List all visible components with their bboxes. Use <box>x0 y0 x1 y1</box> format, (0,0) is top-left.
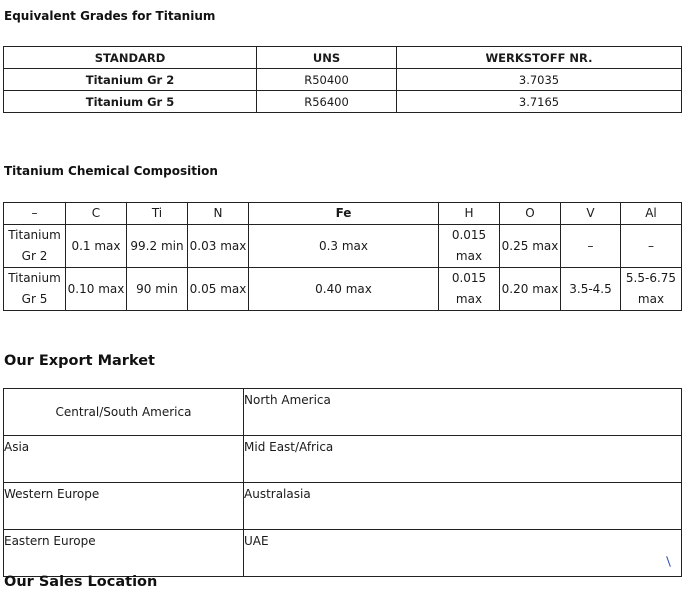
column-header: Fe <box>249 203 439 225</box>
value-cell: 90 min <box>127 268 188 311</box>
region-cell: Australasia <box>244 483 682 530</box>
table-header-row <box>4 203 682 225</box>
region-cell: UAE <box>244 530 682 577</box>
value-cell: 0.1 max <box>66 225 127 268</box>
table-header-row <box>4 47 682 69</box>
value-cell: 0.05 max <box>188 268 249 311</box>
export-market-table <box>3 388 682 577</box>
value-cell: 3.5-4.5 <box>561 268 621 311</box>
value-cell: 0.40 max <box>249 268 439 311</box>
column-header: C <box>66 203 127 225</box>
table-row <box>4 268 682 311</box>
uns-cell: R56400 <box>257 91 397 113</box>
region-cell: Asia <box>4 436 244 483</box>
column-header: WERKSTOFF NR. <box>397 47 682 69</box>
column-header: Ti <box>127 203 188 225</box>
grade-cell: Titanium Gr 5 <box>4 91 257 113</box>
value-cell: 0.015 max <box>439 268 500 311</box>
table-row <box>4 436 682 483</box>
grade-cell: Titanium Gr 2 <box>4 225 66 268</box>
column-header: H <box>439 203 500 225</box>
region-cell: Eastern Europe <box>4 530 244 577</box>
equivalent-grades-table <box>3 46 682 113</box>
uns-cell: R50400 <box>257 69 397 91</box>
column-header: – <box>4 203 66 225</box>
table-row <box>4 389 682 436</box>
table-row <box>4 91 682 113</box>
table-row <box>4 483 682 530</box>
value-cell: 0.25 max <box>500 225 561 268</box>
table-row <box>4 225 682 268</box>
region-cell: Central/South America <box>4 389 244 436</box>
column-header: STANDARD <box>4 47 257 69</box>
werkstoff-cell: 3.7035 <box>397 69 682 91</box>
value-cell: 5.5-6.75 max <box>621 268 682 311</box>
value-cell: 0.20 max <box>500 268 561 311</box>
export-market-heading: Our Export Market <box>4 353 155 369</box>
table-row <box>4 530 682 577</box>
sales-location-heading: Our Sales Location <box>4 574 158 590</box>
grade-cell: Titanium Gr 5 <box>4 268 66 311</box>
value-cell: 0.10 max <box>66 268 127 311</box>
value-cell: – <box>561 225 621 268</box>
grades-heading: Equivalent Grades for Titanium <box>4 9 216 23</box>
chemical-composition-table <box>3 202 682 311</box>
column-header: V <box>561 203 621 225</box>
region-cell: Western Europe <box>4 483 244 530</box>
table-row <box>4 69 682 91</box>
column-header: O <box>500 203 561 225</box>
region-cell: North America <box>244 389 682 436</box>
chemical-heading: Titanium Chemical Composition <box>4 164 218 178</box>
value-cell: – <box>621 225 682 268</box>
value-cell: 99.2 min <box>127 225 188 268</box>
grade-cell: Titanium Gr 2 <box>4 69 257 91</box>
column-header: N <box>188 203 249 225</box>
column-header: Al <box>621 203 682 225</box>
value-cell: 0.3 max <box>249 225 439 268</box>
werkstoff-cell: 3.7165 <box>397 91 682 113</box>
value-cell: 0.03 max <box>188 225 249 268</box>
column-header: UNS <box>257 47 397 69</box>
value-cell: 0.015 max <box>439 225 500 268</box>
region-cell: Mid East/Africa <box>244 436 682 483</box>
